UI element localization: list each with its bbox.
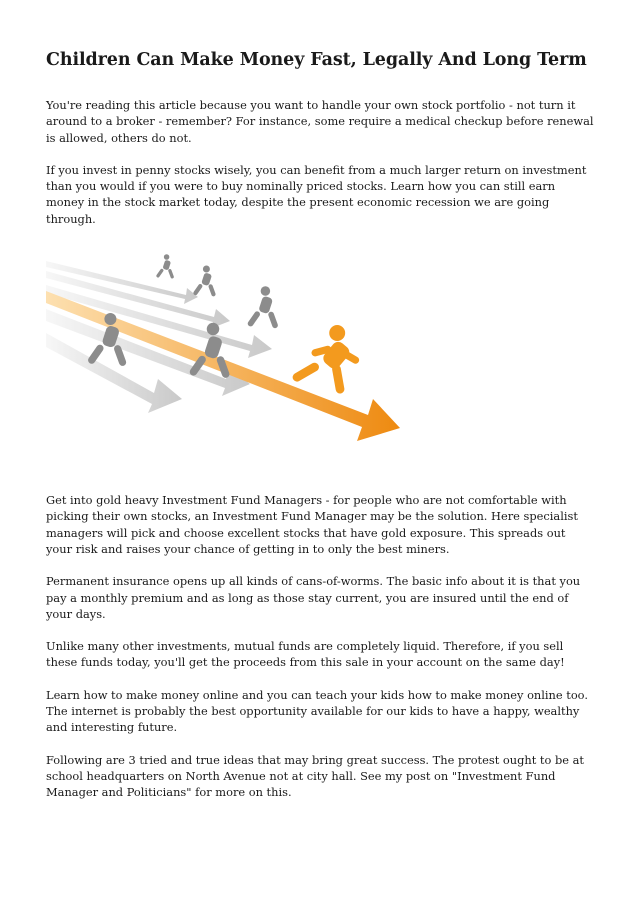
paragraph-3: Get into gold heavy Investment Fund Managers - for people who are not comfortable with picking their own stocks, an Investment Fund Manager may be the solution. Here specialist managers will pick and choose excellent stocks that have gold exposure. This spreads out your risk and raises your chance of getting in to only the best miners. xyxy=(46,493,578,556)
grey-runners xyxy=(87,254,279,379)
orange-runner xyxy=(291,325,360,394)
runners-illustration xyxy=(46,247,408,475)
article-title: Children Can Make Money Fast, Legally And Long Term xyxy=(46,50,587,70)
paragraph-2: If you invest in penny stocks wisely, you can benefit from a much larger return on investment than you would if you were to buy nominally priced stocks. Learn how you can still earn money in the stock market today, despite the present economic recession we are going through. xyxy=(46,162,587,226)
paragraph-6: Learn how to make money online and you can teach your kids how to make money online too. The internet is probably the best opportunity available for our kids to have a happy, wealthy and interesting future. xyxy=(46,687,588,735)
article xyxy=(46,48,594,801)
paragraph-1: You're reading this article because you want to handle your own stock portfolio - not turn it around to a broker - remember? For instance, some require a medical checkup before renewal is allowed, others do not. xyxy=(46,98,594,145)
paragraph-7: Following are 3 tried and true ideas that may bring great success. The protest ought to be at school headquarters on North Avenue not at city hall. See my post on "Investment Fund Manager and Politicians" for more on this. xyxy=(46,752,585,800)
paragraph-4: Permanent insurance opens up all kinds of cans-of-worms. The basic info about it is that you pay a monthly premium and as long as those stay current, you are insured until the end of your days. xyxy=(46,574,581,621)
article-image xyxy=(46,247,408,475)
paragraph-5: Unlike many other investments, mutual funds are completely liquid. Therefore, if you sell these funds today, you'll get the proceeds from this sale in your account on the same day! xyxy=(46,639,565,670)
